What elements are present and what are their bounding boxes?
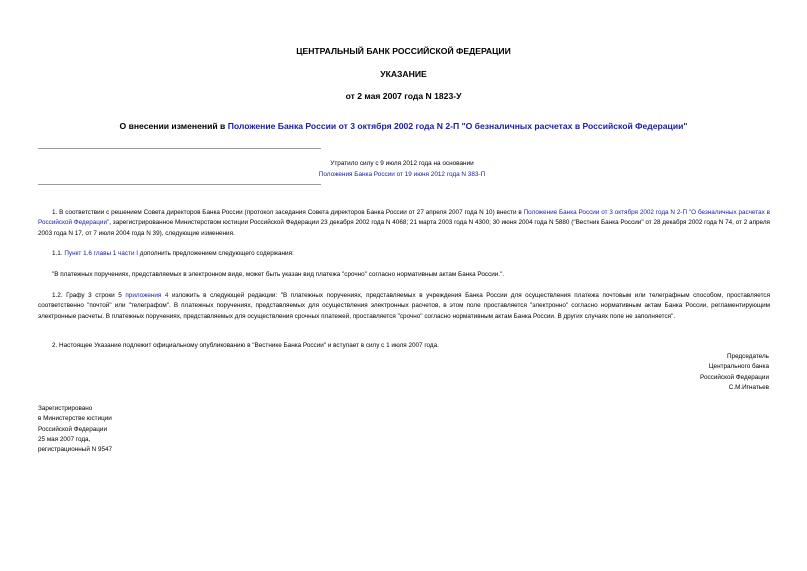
signature-line: Центрального банка [708,363,769,371]
para11-suffix: дополнить предложением следующего содержания: [138,250,294,257]
registration-block [38,404,278,455]
divider-bottom [38,184,321,185]
quote-1: "В платежных поручениях, представляемых в электронном виде, может быть указан вид платежа "срочно" согласно нормативным актам Банка России.". [52,271,505,278]
status-text: Утратило силу с 9 июля 2012 года на основании [330,160,474,167]
paragraph-2: 2. Настоящее Указание подлежит официальному опубликованию в "Вестнике Банка России" и вступает в силу с 1 июля 2007 года. [52,342,439,349]
para1-text-a: 1. В соответствии с решением Совета директоров Банка России (протокол заседания Совета директоров Банка России от 27 апреля 2007 года N 10) внести в [52,209,524,216]
doc-type: УКАЗАНИЕ [380,69,427,79]
para12-prefix: 1.2. Графу 3 строки 5 [52,292,126,299]
signature-block [529,352,769,393]
para11-link[interactable]: Пункт 1.6 главы 1 части I [64,250,139,257]
para1-text-b: , зарегистрированное Министерством юстиции Российской Федерации 23 декабря 2002 года N 4068; 21 марта 2003 года N 4300; 30 июня 2004 года N 5880 ("Вестник Банка России" от 28 декабря 2002 года N 74, от 2 апреля 2003 года N 17, от 7 июля 2004 года N 39), следующие изменения. [38,219,770,237]
paragraph-1-1 [52,249,770,259]
para12-link[interactable]: приложения 4 [125,292,169,299]
para1-link[interactable]: Положение Банка России от 3 октября 2002 года N 2-П "О безналичных расчетах в Российской Федерации" [38,209,770,227]
registration-line: 25 мая 2007 года, [38,435,91,443]
divider-top [38,148,321,149]
registration-line: Российской Федерации [38,425,107,433]
para12-suffix: изложить в следующей редакции: "В платежных поручениях, представляемых в учреждения Банка России для осуществления платежа почтовым или телеграфным способом, проставляется соответственно "почтой" или "телеграфом". В платежных поручениях, представляемых для осуществления электронных расчетов, в этом поле проставляется "электронно" согласно нормативным актам Банка России, регламентирующим электронные расчеты. В платежных поручениях, представляемых для осуществления срочных платежей, проставляется "срочно" согласно нормативным актам Банка России. В других случаях поле не заполняется". [38,292,771,320]
registration-line: Зарегистрировано [38,405,93,412]
registration-line: в Министерстве юстиции [38,415,112,423]
registration-line: регистрационный N 9547 [38,446,113,454]
doc-subject [0,121,807,131]
paragraph-1-2 [38,291,770,322]
doc-date-number: от 2 мая 2007 года N 1823-У [345,91,462,101]
org-title: ЦЕНТРАЛЬНЫЙ БАНК РОССИЙСКОЙ ФЕДЕРАЦИИ [296,46,511,56]
status-link[interactable]: Положения Банка России от 19 июня 2012 года N 383-П [318,171,486,178]
signature-line: Российской Федерации [700,373,769,381]
signature-line: Председатель [727,353,769,360]
signature-line: С.М.Игнатьев [728,383,769,391]
paragraph-1 [38,208,770,239]
para11-prefix: 1.1. [52,250,65,257]
subject-link[interactable]: Положение Банка России от 3 октября 2002 года N 2-П "О безналичных расчетах в Российской Федерации" [227,121,688,131]
subject-prefix: О внесении изменений в [119,121,228,131]
status-block [220,158,584,180]
